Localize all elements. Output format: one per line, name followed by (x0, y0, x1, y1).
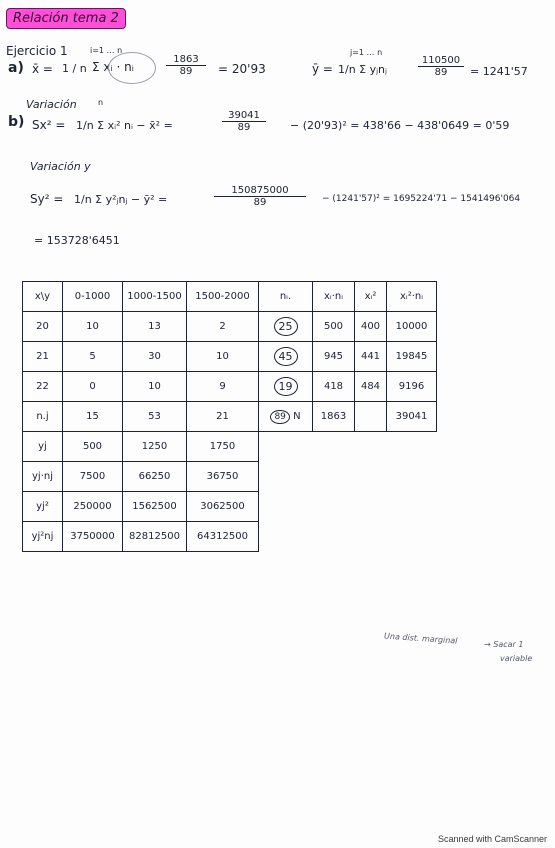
table-cell: 15 (63, 402, 123, 432)
table-cell (259, 312, 313, 342)
table-cell: 10 (187, 342, 259, 372)
circled-ni: 19 (274, 377, 298, 396)
total-n-label: N (293, 410, 301, 422)
table-cell: 2 (187, 312, 259, 342)
ybar-sum: 1/n Σ yⱼnⱼ (338, 63, 387, 76)
table-row (23, 522, 437, 552)
sy-numerator: 150875000 (214, 185, 306, 197)
sy-fraction (214, 185, 306, 208)
table-cell: 1750 (187, 432, 259, 462)
table-header-row (23, 282, 437, 312)
table-cell: 9196 (387, 372, 437, 402)
header-cell: xᵢ² (355, 282, 387, 312)
table-cell: 21 (23, 342, 63, 372)
table-cell: 20 (23, 312, 63, 342)
table-cell (259, 372, 313, 402)
sx-sum: 1/n Σ xᵢ² nᵢ − x̄² = (76, 119, 173, 132)
table-cell: 500 (313, 312, 355, 342)
empty-cell (259, 432, 437, 462)
table-cell: yj·nj (23, 462, 63, 492)
table-cell: 64312500 (187, 522, 259, 552)
header-cell: nᵢ. (259, 282, 313, 312)
table-cell: 66250 (123, 462, 187, 492)
empty-cell (259, 492, 437, 522)
mean-x-fraction (166, 54, 206, 77)
sy-sum: 1/n Σ y²ⱼnⱼ − ȳ² = (74, 193, 168, 206)
table-row (23, 312, 437, 342)
table-cell: yj² (23, 492, 63, 522)
table-cell: 36750 (187, 462, 259, 492)
sum-xi-ni: Σ xᵢ · nᵢ (92, 60, 134, 74)
sum-limits-x: i=1 … n (90, 46, 123, 55)
table-cell: 418 (313, 372, 355, 402)
sx-rest: − (20'93)² = 438'66 − 438'0649 = 0'59 (290, 119, 510, 132)
table-cell: yj²nj (23, 522, 63, 552)
header-cell: 1500-2000 (187, 282, 259, 312)
part-b-label: b) (8, 114, 25, 130)
table-cell: 21 (187, 402, 259, 432)
circled-term (108, 52, 156, 84)
mean-x-numerator: 1863 (166, 54, 206, 66)
table-cell: 500 (63, 432, 123, 462)
table-cell (259, 402, 313, 432)
variance-x-n: n (98, 98, 104, 107)
sx-lhs: Sx² = (32, 118, 66, 132)
table-row (23, 342, 437, 372)
header-cell: xᵢ·nᵢ (313, 282, 355, 312)
table-cell: 30 (123, 342, 187, 372)
header-cell: xᵢ²·nᵢ (387, 282, 437, 312)
sy-denominator: 89 (253, 197, 267, 208)
variance-y-label: Variación y (30, 160, 91, 173)
header-cell: x\y (23, 282, 63, 312)
one-over-n: 1 / n (62, 62, 87, 75)
header-cell: 0-1000 (63, 282, 123, 312)
table-cell: yj (23, 432, 63, 462)
table-cell: 945 (313, 342, 355, 372)
ybar-lhs: ȳ = (312, 62, 333, 76)
part-a-label: a) (8, 60, 24, 76)
circled-ni: 25 (274, 317, 298, 336)
ybar-limits: j=1 … n (350, 48, 383, 57)
table-cell: 5 (63, 342, 123, 372)
empty-cell (259, 462, 437, 492)
table-cell: 9 (187, 372, 259, 402)
table-cell: 82812500 (123, 522, 187, 552)
side-note-line2: → Sacar 1 (484, 640, 524, 649)
table-row (23, 432, 437, 462)
table-cell: 3062500 (187, 492, 259, 522)
table-cell: 10 (63, 312, 123, 342)
circled-ni: 45 (274, 347, 298, 366)
sx-numerator: 39041 (222, 110, 266, 122)
table-cell: 1562500 (123, 492, 187, 522)
table-cell: 10000 (387, 312, 437, 342)
table-row (23, 372, 437, 402)
sy-rest: − (1241'57)² = 1695224'71 − 1541496'064 (322, 194, 521, 204)
mean-y-result: = 1241'57 (470, 65, 528, 78)
table-cell: 484 (355, 372, 387, 402)
table-row (23, 462, 437, 492)
table-cell: 0 (63, 372, 123, 402)
mean-y-numerator: 110500 (418, 55, 464, 67)
table-cell: 19845 (387, 342, 437, 372)
sy-result: = 153728'6451 (34, 234, 120, 247)
table-cell (355, 402, 387, 432)
camscanner-footer: Scanned with CamScanner (437, 834, 547, 844)
circled-total: 89 (270, 410, 289, 424)
variance-x-label: Variación (26, 98, 77, 111)
sx-fraction (222, 110, 266, 133)
table-cell (259, 342, 313, 372)
table-cell: 13 (123, 312, 187, 342)
table-cell: 53 (123, 402, 187, 432)
xbar-lhs: x̄ = (32, 62, 53, 76)
table-cell: 22 (23, 372, 63, 402)
frequency-table (22, 281, 437, 552)
table-cell: n.j (23, 402, 63, 432)
table-cell: 441 (355, 342, 387, 372)
mean-x-denominator: 89 (179, 66, 193, 77)
table-cell: 400 (355, 312, 387, 342)
exercise-heading: Ejercicio 1 (6, 44, 68, 58)
sx-denominator: 89 (237, 122, 251, 133)
table-cell: 3750000 (63, 522, 123, 552)
empty-cell (259, 522, 437, 552)
table-cell: 1863 (313, 402, 355, 432)
table-cell: 7500 (63, 462, 123, 492)
table-cell: 1250 (123, 432, 187, 462)
table-cell: 39041 (387, 402, 437, 432)
side-note-line3: variable (500, 654, 533, 663)
sy-lhs: Sy² = (30, 192, 64, 206)
table-cell: 10 (123, 372, 187, 402)
mean-x-result: = 20'93 (218, 62, 266, 76)
side-note-line1: Una dist. marginal (383, 631, 458, 646)
table-row (23, 492, 437, 522)
mean-y-denominator: 89 (434, 67, 448, 78)
page-title: Relación tema 2 (6, 8, 126, 29)
table-cell: 250000 (63, 492, 123, 522)
table-row-totals (23, 402, 437, 432)
mean-y-fraction (418, 55, 464, 78)
header-cell: 1000-1500 (123, 282, 187, 312)
